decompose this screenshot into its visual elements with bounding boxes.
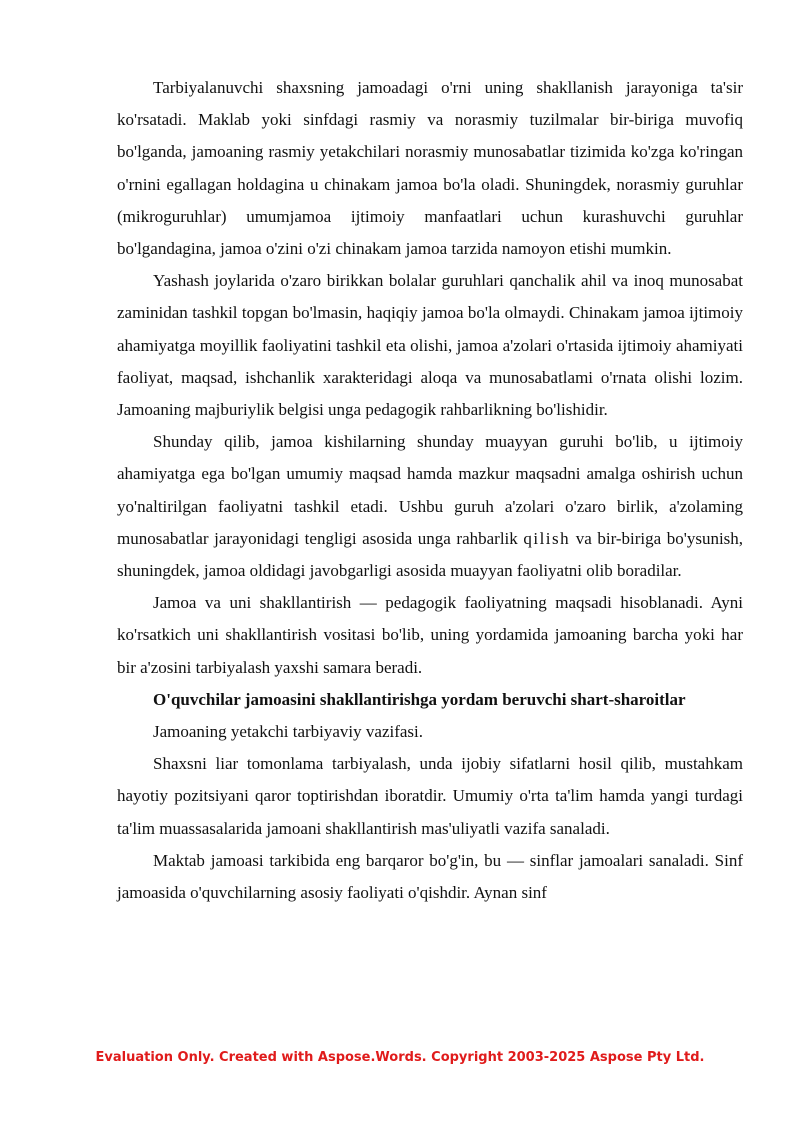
paragraph-3-part-2: va bir-biriga bo'ysunish, shuningdek, jamoa oldidagi javobgarligi asosida muayyan faoliyatni olib boradilar.	[117, 528, 744, 581]
document-body	[117, 72, 743, 909]
paragraph-3-spaced-word: qilish	[523, 528, 571, 548]
section-heading: O'quvchilar jamoasini shakllantirishga yordam beruvchi shart-sharoitlar	[153, 689, 686, 709]
paragraph-3-part-1: Shunday qilib, jamoa kishilarning shunday muayyan guruhi bo'lib, u ijtimoiy ahamiyatga ega bo'lgan umumiy maqsad hamda mazkur maqsadni amalga oshirish uchun yo'naltirilgan faoliyatni tashkil etadi. Ushbu guruh a'zolari o'zaro birlik, a'zolaming munosabatlar jarayonidagi tengligi asosida unga rahbarlik	[117, 432, 743, 548]
paragraph-6: Shaxsni liar tomonlama tarbiyalash, unda ijobiy sifatlarni hosil qilib, mustahkam hayotiy pozitsiyani qaror toptirishdan iboratdir. Umumiy o'rta ta'lim hamda yangi turdagi ta'lim muassasalarida jamoani shakllantirish mas'uliyatli vazifa sanaladi.	[117, 754, 743, 838]
paragraph-1: Tarbiyalanuvchi shaxsning jamoadagi o'rni uning shakllanish jarayoniga ta'sir ko'rsatadi. Maklab yoki sinfdagi rasmiy va norasmiy tuzilmalar bir-biriga muvofiq bo'lganda, jamoaning rasmiy yetakchilari norasmiy munosabatlar tizimida ko'zga ko'ringan o'rnini egallagan holdagina u chinakam jamoa bo'la oladi. Shuningdek, norasmiy guruhlar (mikroguruhlar) umumjamoa ijtimoiy manfaatlari uchun kurashuvchi guruhlar bo'lgandagina, jamoa o'zini o'zi chinakam jamoa tarzida namoyon etishi mumkin.	[117, 78, 743, 259]
evaluation-watermark-footer: Evaluation Only. Created with Aspose.Words. Copyright 2003-2025 Aspose Pty Ltd.	[95, 1050, 705, 1065]
paragraph-3	[117, 426, 743, 587]
paragraph-5: Jamoaning yetakchi tarbiyaviy vazifasi.	[153, 722, 424, 742]
paragraph-2: Yashash joylarida o'zaro birikkan bolalar guruhlari qanchalik ahil va inoq munosabat zaminidan tashkil topgan bo'lmasin, haqiqiy jamoa bo'la olmaydi. Chinakam jamoa ijtimoiy ahamiyatga moyillik faoliyatini tashkil eta olishi, jamoa a'zolari o'rtasida ijtimoiy ahamiyati faoliyat, maqsad, ishchanlik xarakteridagi aloqa va munosabatlami o'rnata olishi lozim. Jamoaning majburiylik belgisi unga pedagogik rahbarlikning bo'lishidir.	[117, 271, 743, 420]
paragraph-7: Maktab jamoasi tarkibida eng barqaror bo'g'in, bu — sinflar jamoalari sanaladi. Sinf jamoasida o'quvchilarning asosiy faoliyati o'qishdir. Aynan sinf	[117, 850, 743, 903]
paragraph-4: Jamoa va uni shakllantirish — pedagogik faoliyatning maqsadi hisoblanadi. Ayni ko'rsatkich uni shakllantirish vositasi bo'lib, uning yordamida jamoaning barcha yoki har bir a'zosini tarbiyalash yaxshi samara beradi.	[117, 593, 743, 677]
